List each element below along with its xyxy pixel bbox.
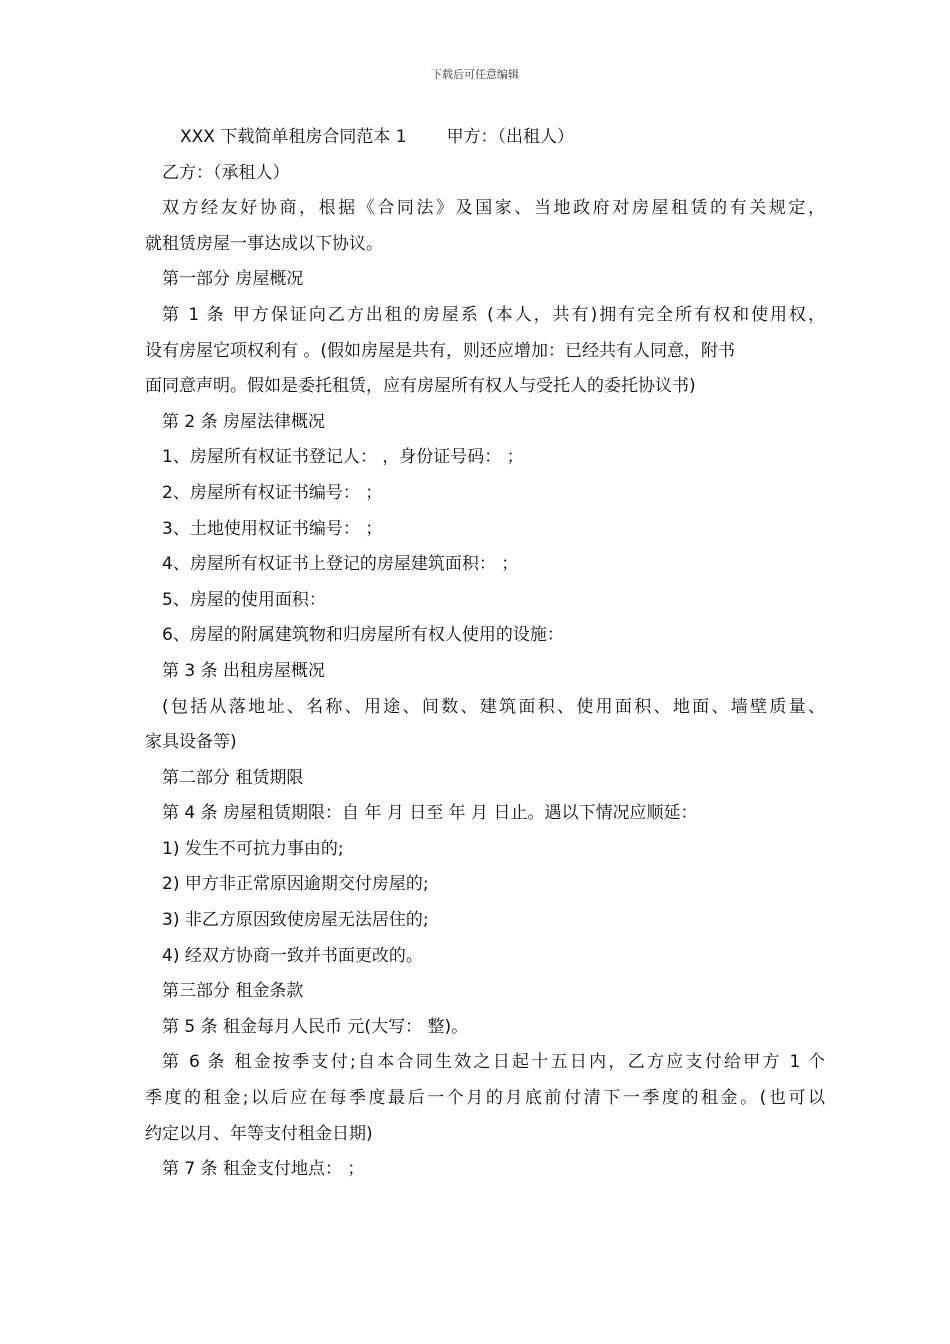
paragraph-line: 家具设备等) xyxy=(145,732,237,753)
list-item: 4、房屋所有权证书上登记的房屋建筑面积： ； xyxy=(162,554,519,575)
article-heading: 第 3 条 出租房屋概况 xyxy=(162,660,326,681)
paragraph-line: 约定以月、年等支付租金日期) xyxy=(145,1123,373,1144)
title-line xyxy=(145,120,825,156)
section-heading: 第一部分 房屋概况 xyxy=(162,269,304,290)
list-item: 2) 甲方非正常原因逾期交付房屋的; xyxy=(162,874,429,895)
section-heading: 第二部分 租赁期限 xyxy=(162,767,304,788)
paragraph-line: 季度的租金;以后应在每季度最后一个月的月底前付清下一季度的租金。(也可以 xyxy=(145,1088,825,1109)
article-heading: 第 2 条 房屋法律概况 xyxy=(162,411,326,432)
article-heading: 第 5 条 租金每月人民币 元(大写： 整)。 xyxy=(162,1016,469,1037)
paragraph-line: 面同意声明。假如是委托租赁，应有房屋所有权人与受托人的委托协议书) xyxy=(145,376,696,397)
document-title: XXX 下载简单租房合同范本 1 xyxy=(180,127,407,147)
party-a: 甲方：（出租人） xyxy=(446,127,575,147)
list-item: 4) 经双方协商一致并书面更改的。 xyxy=(162,945,423,966)
article-heading: 第 7 条 租金支付地点： ； xyxy=(162,1159,365,1180)
list-item: 2、房屋所有权证书编号： ； xyxy=(162,482,383,503)
paragraph-line: 第 6 条 租金按季支付;自本合同生效之日起十五日内，乙方应支付给甲方 1 个 xyxy=(162,1052,825,1073)
list-item: 5、房屋的使用面积： xyxy=(162,589,326,610)
document-body xyxy=(145,120,825,1188)
list-item: 6、房屋的附属建筑物和归房屋所有权人使用的设施： xyxy=(162,625,564,646)
list-item: 1) 发生不可抗力事由的; xyxy=(162,838,344,859)
paragraph-line: (包括从落地址、名称、用途、间数、建筑面积、使用面积、地面、墙壁质量、 xyxy=(162,696,825,717)
list-item: 1、房屋所有权证书登记人： ，身份证号码： ； xyxy=(162,447,524,468)
list-item: 3) 非乙方原因致使房屋无法居住的; xyxy=(162,910,429,931)
list-item: 3、土地使用权证书编号： ； xyxy=(162,518,383,539)
section-heading: 第三部分 租金条款 xyxy=(162,981,304,1002)
paragraph-line: 就租赁房屋一事达成以下协议。 xyxy=(145,233,383,254)
paragraph-line: 第 1 条 甲方保证向乙方出租的房屋系 (本人，共有)拥有完全所有权和使用权， xyxy=(162,304,825,325)
party-b-line: 乙方：（承租人） xyxy=(162,162,290,183)
article-heading: 第 4 条 房屋租赁期限：自 年 月 日至 年 月 日止。遇以下情况应顺延： xyxy=(162,803,698,824)
page-header-note: 下载后可任意编辑 xyxy=(431,68,519,81)
paragraph-line: 双方经友好协商，根据《合同法》及国家、当地政府对房屋租赁的有关规定， xyxy=(162,198,825,219)
paragraph-line: 设有房屋它项权利有 。(假如房屋是共有，则还应增加：已经共有人同意，附书 xyxy=(145,340,736,361)
